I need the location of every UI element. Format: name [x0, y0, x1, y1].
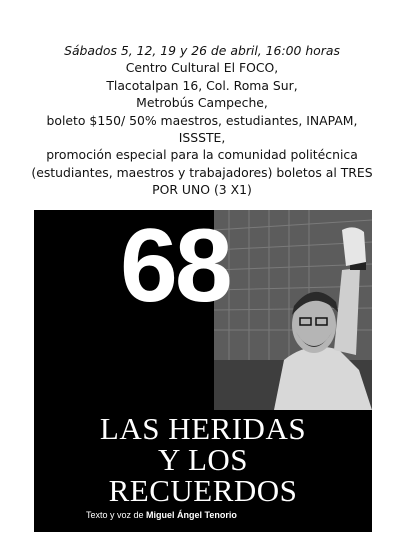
- promo-line-1: promoción especial para la comunidad politécnica: [46, 147, 358, 163]
- poster-title-line-2: Y LOS: [157, 442, 249, 477]
- event-metro: Metrobús Campeche,: [136, 95, 268, 111]
- poster-photo: [214, 210, 372, 410]
- credit-name: Miguel Ángel Tenorio: [146, 510, 237, 520]
- poster-credit: [86, 510, 237, 520]
- poster-title-line-3: RECUERDOS: [108, 473, 298, 508]
- event-venue: Centro Cultural El FOCO,: [125, 60, 279, 76]
- poster-title-line-1: LAS HERIDAS: [99, 411, 307, 446]
- ticket-discount: ISSSTE,: [178, 130, 226, 146]
- event-info: [0, 42, 404, 199]
- poster-number: 68: [120, 210, 230, 324]
- promo-line-3: POR UNO (3 X1): [152, 182, 252, 198]
- credit-prefix: Texto y voz de: [86, 510, 147, 520]
- raised-fist-man-image: [214, 210, 372, 410]
- ticket-price: boleto $150/ 50% maestros, estudiantes, INAPAM,: [46, 112, 358, 128]
- event-dates: Sábados 5, 12, 19 y 26 de abril, 16:00 horas: [64, 43, 340, 58]
- event-address: Tlacotalpan 16, Col. Roma Sur,: [106, 77, 298, 93]
- promo-line-2: (estudiantes, maestros y trabajadores) boletos al TRES: [31, 164, 373, 180]
- poster: [34, 210, 372, 532]
- poster-title: [34, 413, 372, 506]
